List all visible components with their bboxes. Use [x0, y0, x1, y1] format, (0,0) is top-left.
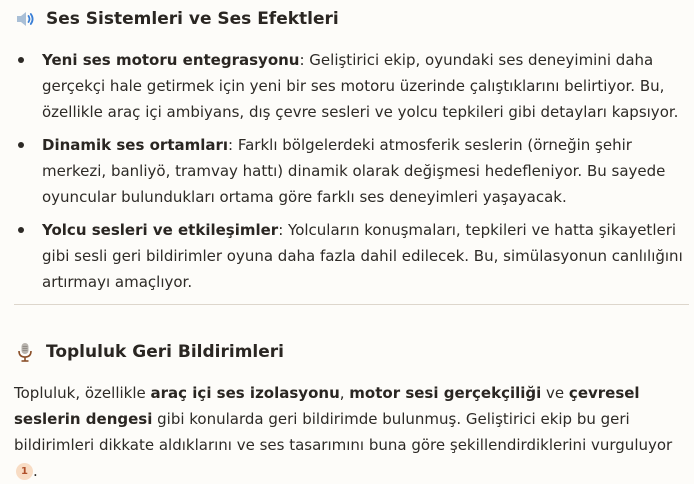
item-text: : Yolcuların konuşmaları, tepkileri ve hatta şikayetleri gibi sesli geri bildirimler oyuna daha fazla dahil edilecek. Bu, simülasyonun canlılığını artırmayı amaçlıyor.	[42, 221, 683, 291]
citation-badge[interactable]: 1	[16, 463, 33, 480]
item-heading: Dinamik ses ortamları	[42, 136, 229, 154]
content	[14, 0, 689, 484]
speaker-icon	[14, 8, 36, 30]
bullet-icon	[18, 57, 24, 63]
paragraph-text: .	[33, 462, 38, 480]
bullet-icon	[18, 142, 24, 148]
section-divider	[14, 304, 689, 305]
item-text: : Farklı bölgelerdeki atmosferik seslerin (örneğin şehir merkezi, banliyö, tramvay hattı) dinamik olarak değişmesi hedefleniyor. Bu sayede oyuncular bulundukları ortama göre farklı ses deneyimleri yaşayacak.	[42, 136, 666, 206]
section-heading-community-feedback	[14, 340, 689, 364]
section-heading-sound-systems	[14, 7, 689, 31]
list-item	[14, 217, 689, 295]
item-heading: Yolcu sesleri ve etkileşimler	[42, 221, 279, 239]
feature-list	[14, 47, 689, 295]
item-text: : Geliştirici ekip, oyundaki ses deneyimini daha gerçekçi hale getirmek için yeni bir ses motoru üzerinde çalıştıklarını belirtiyor. Bu, özellikle araç içi ambiyans, dış çevre sesleri ve yolcu tepkileri gibi detayları kapsıyor.	[42, 51, 679, 121]
paragraph-text: gibi konularda geri bildirimde bulunmuş. Geliştirici ekip bu geri bildirimleri dikkate aldıklarını ve ses tasarımını buna göre şekillendirdiklerini vurguluyor	[14, 410, 673, 454]
section-title: Ses Sistemleri ve Ses Efektleri	[46, 9, 339, 29]
list-item	[14, 132, 689, 210]
item-heading: Yeni ses motoru entegrasyonu	[42, 51, 300, 69]
bullet-icon	[18, 227, 24, 233]
feedback-paragraph	[14, 380, 689, 484]
microphone-icon	[14, 341, 36, 363]
list-item	[14, 47, 689, 125]
paragraph-text: ve	[541, 384, 569, 402]
section-title: Topluluk Geri Bildirimleri	[46, 342, 284, 362]
paragraph-text: Topluluk, özellikle	[14, 384, 151, 402]
highlight-text: motor sesi gerçekçiliği	[349, 384, 542, 402]
highlight-text: araç içi ses izolasyonu	[150, 384, 340, 402]
highlight-text: çevresel seslerin dengesi	[14, 384, 640, 428]
paragraph-text: ,	[339, 384, 350, 402]
